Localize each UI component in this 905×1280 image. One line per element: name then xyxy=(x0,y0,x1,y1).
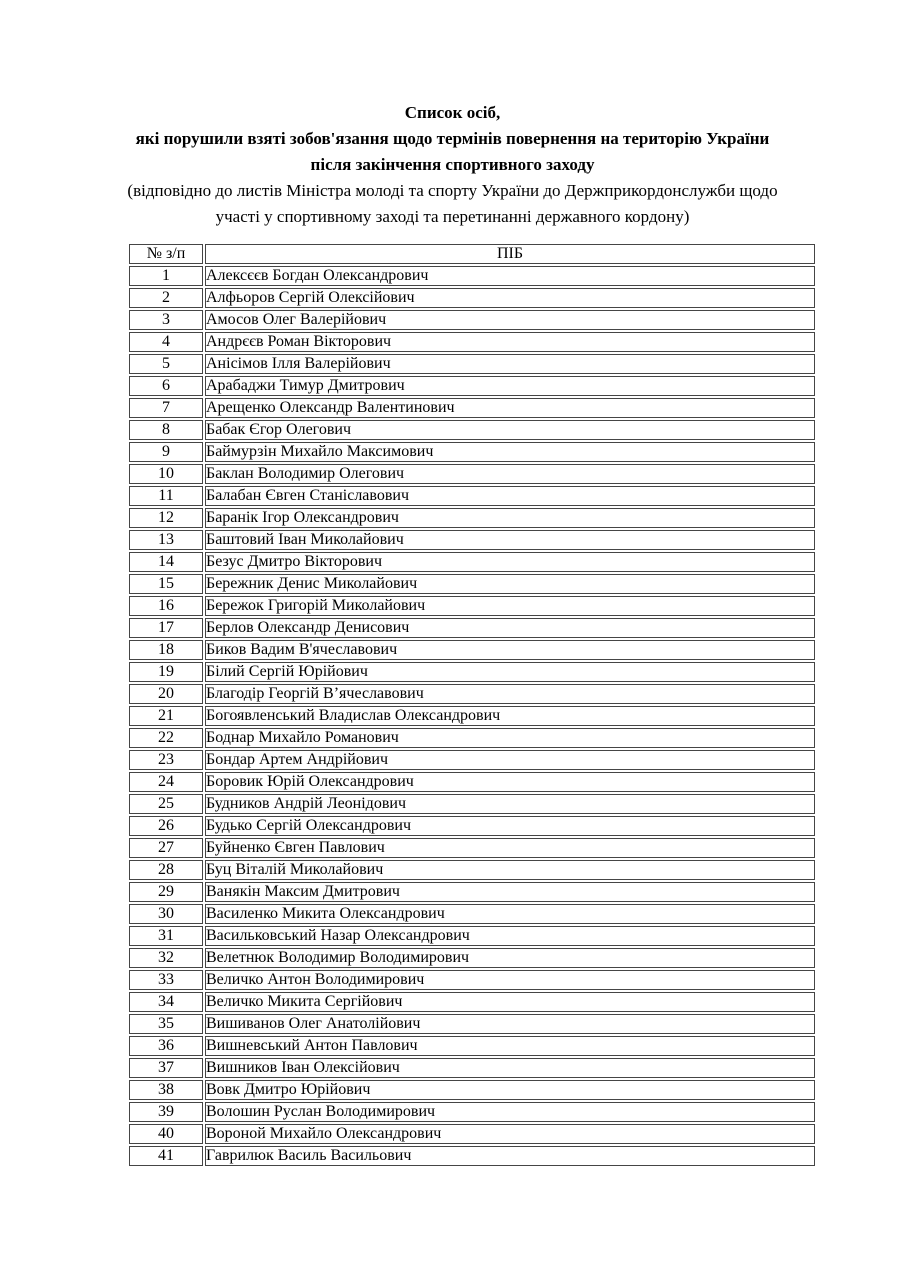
table-row xyxy=(129,926,815,946)
name-cell: Гаврилюк Василь Васильович xyxy=(205,1146,815,1166)
table-row xyxy=(129,486,815,506)
row-number-cell: 37 xyxy=(129,1058,203,1078)
name-cell: Білий Сергій Юрійович xyxy=(205,662,815,682)
table-header-name: ПІБ xyxy=(205,244,815,264)
table-row xyxy=(129,706,815,726)
name-cell: Бережник Денис Миколайович xyxy=(205,574,815,594)
row-number-cell: 41 xyxy=(129,1146,203,1166)
row-number-cell: 40 xyxy=(129,1124,203,1144)
table-row xyxy=(129,552,815,572)
name-cell: Баклан Володимир Олегович xyxy=(205,464,815,484)
table-row xyxy=(129,640,815,660)
table-row xyxy=(129,794,815,814)
name-cell: Анісімов Ілля Валерійович xyxy=(205,354,815,374)
row-number-cell: 39 xyxy=(129,1102,203,1122)
row-number-cell: 38 xyxy=(129,1080,203,1100)
name-cell: Баштовий Іван Миколайович xyxy=(205,530,815,550)
table-row xyxy=(129,618,815,638)
row-number-cell: 12 xyxy=(129,508,203,528)
name-cell: Биков Вадим В'ячеславович xyxy=(205,640,815,660)
name-cell: Велетнюк Володимир Володимирович xyxy=(205,948,815,968)
table-row xyxy=(129,354,815,374)
table-row xyxy=(129,1124,815,1144)
row-number-cell: 25 xyxy=(129,794,203,814)
page-subtitle xyxy=(53,178,853,230)
row-number-cell: 17 xyxy=(129,618,203,638)
row-number-cell: 16 xyxy=(129,596,203,616)
row-number-cell: 3 xyxy=(129,310,203,330)
name-cell: Буйненко Євген Павлович xyxy=(205,838,815,858)
name-cell: Балабан Євген Станіславович xyxy=(205,486,815,506)
subtitle-line-2: участі у спортивному заході та перетинанні державного кордону) xyxy=(215,207,690,226)
row-number-cell: 21 xyxy=(129,706,203,726)
table-row xyxy=(129,310,815,330)
table-row xyxy=(129,772,815,792)
name-cell: Баранік Ігор Олександрович xyxy=(205,508,815,528)
table-row xyxy=(129,860,815,880)
table-row xyxy=(129,574,815,594)
row-number-cell: 24 xyxy=(129,772,203,792)
row-number-cell: 20 xyxy=(129,684,203,704)
table-row xyxy=(129,948,815,968)
name-cell: Боровик Юрій Олександрович xyxy=(205,772,815,792)
row-number-cell: 13 xyxy=(129,530,203,550)
row-number-cell: 6 xyxy=(129,376,203,396)
table-row xyxy=(129,816,815,836)
table-row xyxy=(129,728,815,748)
row-number-cell: 31 xyxy=(129,926,203,946)
table-row xyxy=(129,992,815,1012)
row-number-cell: 10 xyxy=(129,464,203,484)
name-cell: Бондар Артем Андрійович xyxy=(205,750,815,770)
name-cell: Арабаджи Тимур Дмитрович xyxy=(205,376,815,396)
table-row xyxy=(129,904,815,924)
table-header-number: № з/п xyxy=(129,244,203,264)
row-number-cell: 7 xyxy=(129,398,203,418)
name-cell: Боднар Михайло Романович xyxy=(205,728,815,748)
row-number-cell: 36 xyxy=(129,1036,203,1056)
name-cell: Амосов Олег Валерійович xyxy=(205,310,815,330)
name-cell: Будников Андрій Леонідович xyxy=(205,794,815,814)
row-number-cell: 9 xyxy=(129,442,203,462)
name-cell: Богоявленський Владислав Олександрович xyxy=(205,706,815,726)
row-number-cell: 1 xyxy=(129,266,203,286)
row-number-cell: 30 xyxy=(129,904,203,924)
table-row xyxy=(129,420,815,440)
name-cell: Вишневський Антон Павлович xyxy=(205,1036,815,1056)
name-cell: Безус Дмитро Вікторович xyxy=(205,552,815,572)
table-row xyxy=(129,1146,815,1166)
name-cell: Васильковський Назар Олександрович xyxy=(205,926,815,946)
table-row xyxy=(129,464,815,484)
table-row xyxy=(129,376,815,396)
row-number-cell: 8 xyxy=(129,420,203,440)
name-cell: Алфьоров Сергій Олексійович xyxy=(205,288,815,308)
table-row xyxy=(129,1102,815,1122)
row-number-cell: 4 xyxy=(129,332,203,352)
name-cell: Буц Віталій Миколайович xyxy=(205,860,815,880)
title-line-3: після закінчення спортивного заходу xyxy=(310,155,595,174)
name-cell: Андрєєв Роман Вікторович xyxy=(205,332,815,352)
name-cell: Величко Антон Володимирович xyxy=(205,970,815,990)
row-number-cell: 32 xyxy=(129,948,203,968)
name-cell: Будько Сергій Олександрович xyxy=(205,816,815,836)
row-number-cell: 35 xyxy=(129,1014,203,1034)
row-number-cell: 14 xyxy=(129,552,203,572)
table-row xyxy=(129,1036,815,1056)
name-cell: Вовк Дмитро Юрійович xyxy=(205,1080,815,1100)
name-cell: Арещенко Олександр Валентинович xyxy=(205,398,815,418)
name-cell: Вороной Михайло Олександрович xyxy=(205,1124,815,1144)
table-row xyxy=(129,1058,815,1078)
name-cell: Благодір Георгій В’ячеславович xyxy=(205,684,815,704)
row-number-cell: 34 xyxy=(129,992,203,1012)
table-row xyxy=(129,662,815,682)
row-number-cell: 33 xyxy=(129,970,203,990)
name-cell: Величко Микита Сергійович xyxy=(205,992,815,1012)
roster-table xyxy=(127,242,817,1168)
name-cell: Василенко Микита Олександрович xyxy=(205,904,815,924)
name-cell: Ванякін Максим Дмитрович xyxy=(205,882,815,902)
row-number-cell: 22 xyxy=(129,728,203,748)
name-cell: Алексєєв Богдан Олександрович xyxy=(205,266,815,286)
title-line-2: які порушили взяті зобов'язання щодо термінів повернення на територію України xyxy=(135,129,770,148)
table-row xyxy=(129,442,815,462)
row-number-cell: 5 xyxy=(129,354,203,374)
row-number-cell: 19 xyxy=(129,662,203,682)
name-cell: Вишиванов Олег Анатолійович xyxy=(205,1014,815,1034)
table-row xyxy=(129,838,815,858)
name-cell: Берлов Олександр Денисович xyxy=(205,618,815,638)
page-title xyxy=(63,0,843,178)
row-number-cell: 11 xyxy=(129,486,203,506)
table-row xyxy=(129,750,815,770)
table-row xyxy=(129,530,815,550)
table-row xyxy=(129,596,815,616)
title-line-1: Список осіб, xyxy=(404,103,501,122)
table-row xyxy=(129,970,815,990)
table-row xyxy=(129,266,815,286)
roster-table-body xyxy=(129,266,815,1166)
name-cell: Волошин Руслан Володимирович xyxy=(205,1102,815,1122)
name-cell: Бабак Єгор Олегович xyxy=(205,420,815,440)
row-number-cell: 28 xyxy=(129,860,203,880)
table-header-row xyxy=(129,244,815,264)
row-number-cell: 2 xyxy=(129,288,203,308)
row-number-cell: 23 xyxy=(129,750,203,770)
table-row xyxy=(129,508,815,528)
table-row xyxy=(129,684,815,704)
table-row xyxy=(129,882,815,902)
table-row xyxy=(129,1014,815,1034)
subtitle-line-1: (відповідно до листів Міністра молоді та спорту України до Держприкордонслужби щодо xyxy=(127,181,778,200)
row-number-cell: 27 xyxy=(129,838,203,858)
name-cell: Вишников Іван Олексійович xyxy=(205,1058,815,1078)
row-number-cell: 18 xyxy=(129,640,203,660)
table-row xyxy=(129,1080,815,1100)
name-cell: Бережок Григорій Миколайович xyxy=(205,596,815,616)
name-cell: Баймурзін Михайло Максимович xyxy=(205,442,815,462)
table-row xyxy=(129,332,815,352)
table-row xyxy=(129,288,815,308)
row-number-cell: 29 xyxy=(129,882,203,902)
table-row xyxy=(129,398,815,418)
row-number-cell: 15 xyxy=(129,574,203,594)
row-number-cell: 26 xyxy=(129,816,203,836)
